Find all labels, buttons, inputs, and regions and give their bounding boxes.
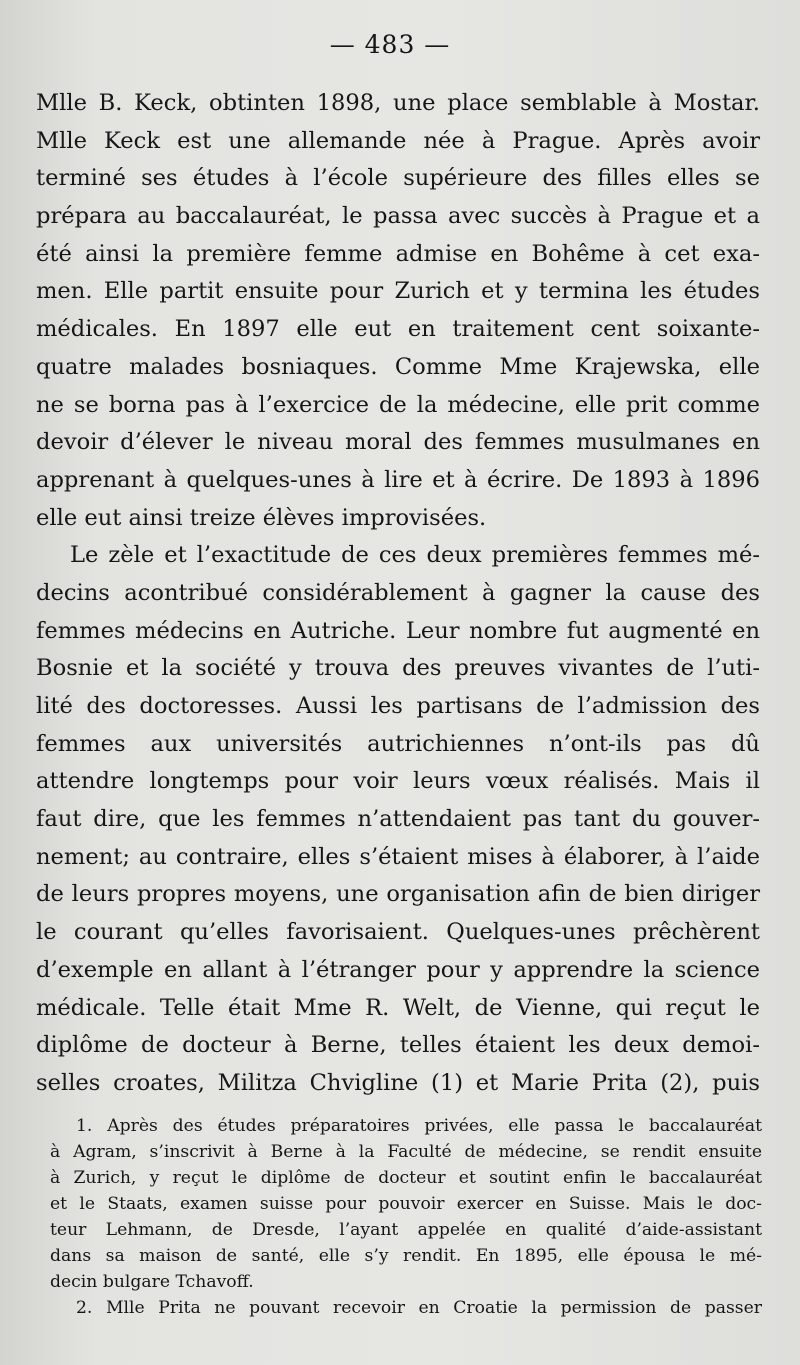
body-text-line: terminé ses études à l’école supérieure des filles elles se (36, 165, 760, 192)
footnote-line: dans sa maison de santé, elle s’y rendit. En 1895, elle épousa le mé- (50, 1246, 762, 1266)
body-text-line: prépara au baccalauréat, le passa avec succès à Prague et a (36, 203, 760, 230)
body-text-line: attendre longtemps pour voir leurs vœux réalisés. Mais il (36, 768, 760, 795)
body-text-line: femmes aux universités autrichiennes n’ont-ils pas dû (36, 730, 760, 757)
footnote-line: à Zurich, y reçut le diplôme de docteur et soutint enfin le baccalauréat (50, 1168, 762, 1188)
body-text-line: de leurs propres moyens, une organisation afin de bien diriger (36, 881, 760, 908)
footnote-line: 2. Mlle Prita ne pouvant recevoir en Croatie la permission de passer (76, 1298, 762, 1318)
body-text-line: Le zèle et l’exactitude de ces deux premières femmes mé- (70, 542, 760, 569)
body-text-line: diplôme de docteur à Berne, telles étaient les deux demoi- (36, 1032, 760, 1059)
body-text-line: decins acontribué considérablement à gagner la cause des (36, 579, 760, 606)
body-text-line: ne se borna pas à l’exercice de la médecine, elle prit comme (36, 391, 760, 418)
body-text-line: men. Elle partit ensuite pour Zurich et y termina les études (36, 278, 760, 305)
footnote-line: et le Staats, examen suisse pour pouvoir exercer en Suisse. Mais le doc- (50, 1194, 762, 1214)
footnote-line: 1. Après des études préparatoires privées, elle passa le baccalauréat (76, 1116, 762, 1136)
body-text-line: d’exemple en allant à l’étranger pour y apprendre la science (36, 956, 760, 983)
body-text-line: le courant qu’elles favorisaient. Quelques-unes prêchèrent (36, 919, 760, 946)
body-text-line: quatre malades bosniaques. Comme Mme Krajewska, elle (36, 353, 760, 380)
body-text-line: femmes médecins en Autriche. Leur nombre fut augmenté en (36, 617, 760, 644)
body-text-line: apprenant à quelques-unes à lire et à écrire. De 1893 à 1896 (36, 466, 760, 493)
footnote-line: à Agram, s’inscrivit à Berne à la Faculté de médecine, se rendit ensuite (50, 1142, 762, 1162)
body-text-line: nement; au contraire, elles s’étaient mises à élaborer, à l’aide (36, 843, 760, 870)
footnote-line: decin bulgare Tchavoff. (50, 1272, 254, 1292)
footnotes (50, 1113, 762, 1321)
body-text-line: devoir d’élever le niveau moral des femmes musulmanes en (36, 429, 760, 456)
body-text-line: elle eut ainsi treize élèves improvisées. (36, 504, 487, 531)
body-text-line: médicales. En 1897 elle eut en traitement cent soixante- (36, 316, 760, 343)
body-text-line: médicale. Telle était Mme R. Welt, de Vienne, qui reçut le (36, 994, 760, 1021)
body-text-line: été ainsi la première femme admise en Bohême à cet exa- (36, 240, 760, 267)
body-text (36, 85, 760, 1103)
body-text-line: faut dire, que les femmes n’attendaient pas tant du gouver- (36, 806, 760, 833)
body-text-line: Bosnie et la société y trouva des preuves vivantes de l’uti- (36, 655, 760, 682)
footnote-line: teur Lehmann, de Dresde, l’ayant appelée en qualité d’aide-assistant (50, 1220, 762, 1240)
body-text-line: selles croates, Militza Chvigline (1) et Marie Prita (2), puis (36, 1069, 760, 1096)
page-number: — 483 — (329, 30, 451, 59)
body-text-line: Mlle B. Keck, obtinten 1898, une place semblable à Mostar. (36, 90, 760, 116)
body-text-line: Mlle Keck est une allemande née à Prague. Après avoir (36, 127, 760, 154)
body-text-line: lité des doctoresses. Aussi les partisans de l’admission des (36, 693, 760, 719)
